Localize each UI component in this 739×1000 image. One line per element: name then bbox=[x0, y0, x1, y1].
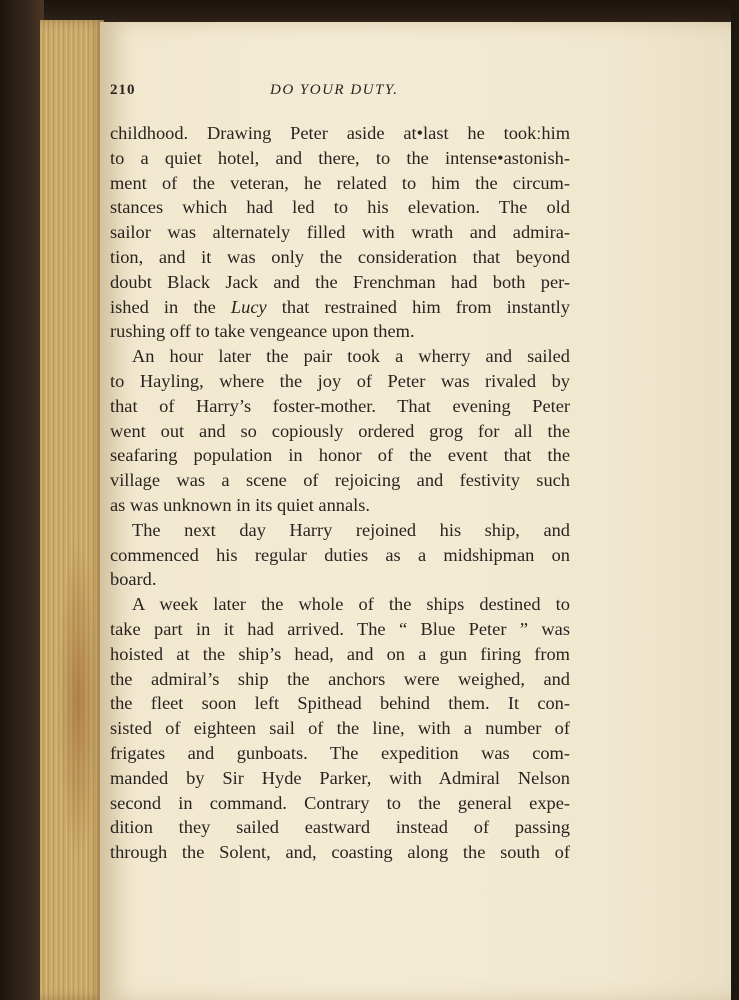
text-line bbox=[110, 295, 570, 320]
text-line: frigates and gunboats. The expedition was com- bbox=[110, 742, 570, 763]
text-line: The next day Harry rejoined his ship, and bbox=[132, 519, 570, 540]
text-line: tion, and it was only the consideration that beyond bbox=[110, 246, 570, 267]
text-line: sisted of eighteen sail of the line, with a number of bbox=[110, 718, 570, 739]
text-line: take part in it had arrived. The “ Blue Peter ” was bbox=[110, 618, 570, 639]
text-line: dition they sailed eastward instead of passing bbox=[110, 817, 570, 838]
text-line: stances which had led to his elevation. The old bbox=[110, 197, 570, 218]
text-line: A week later the whole of the ships destined to bbox=[132, 594, 570, 615]
text-line: doubt Black Jack and the Frenchman had both per- bbox=[110, 271, 570, 292]
book-cover-right bbox=[731, 0, 739, 1000]
text-line: the fleet soon left Spithead behind them. It con- bbox=[110, 693, 570, 714]
text-line: that of Harry’s foster-mother. That evening Peter bbox=[110, 395, 570, 416]
text-line: sailor was alternately filled with wrath and admira- bbox=[110, 222, 570, 243]
text-line: ment of the veteran, he related to him the circum- bbox=[110, 172, 570, 193]
text-line: as was unknown in its quiet annals. bbox=[110, 494, 370, 515]
page-number: 210 bbox=[110, 82, 136, 98]
text-line: to Hayling, where the joy of Peter was rivaled by bbox=[110, 370, 570, 391]
text-line: to a quiet hotel, and there, to the intense•astonish- bbox=[110, 147, 570, 168]
text-line: childhood. Drawing Peter aside at•last he tookːhim bbox=[110, 123, 570, 143]
text-line: board. bbox=[110, 569, 157, 590]
text-line: An hour later the pair took a wherry and sailed bbox=[132, 346, 570, 367]
text-line-end: that restrained him from instantly bbox=[266, 296, 570, 317]
text-line: hoisted at the ship’s head, and on a gun firing from bbox=[110, 643, 570, 664]
text-line: went out and so copiously ordered grog for all the bbox=[110, 420, 570, 441]
text-line: commenced his regular duties as a midshipman on bbox=[110, 544, 570, 565]
body-text bbox=[110, 121, 570, 865]
text-line: village was a scene of rejoicing and festivity such bbox=[110, 470, 570, 491]
book-cover-top bbox=[0, 0, 739, 24]
text-line: seafaring population in honor of the event that the bbox=[110, 445, 570, 466]
page-header bbox=[110, 82, 580, 108]
text-line: the admiral’s ship the anchors were weighed, and bbox=[110, 668, 570, 689]
text-line: rushing off to take vengeance upon them. bbox=[110, 321, 415, 342]
book-cover-left bbox=[0, 0, 44, 1000]
text-line-start: ished in the bbox=[110, 296, 231, 317]
text-line: second in command. Contrary to the general expe- bbox=[110, 792, 570, 813]
ship-name-lucy: Lucy bbox=[230, 296, 267, 317]
text-line: manded by Sir Hyde Parker, with Admiral Nelson bbox=[110, 767, 570, 788]
text-line: through the Solent, and, coasting along the south of bbox=[110, 842, 570, 863]
page-edges bbox=[40, 20, 104, 1000]
running-title: DO YOUR DUTY. bbox=[270, 82, 399, 98]
